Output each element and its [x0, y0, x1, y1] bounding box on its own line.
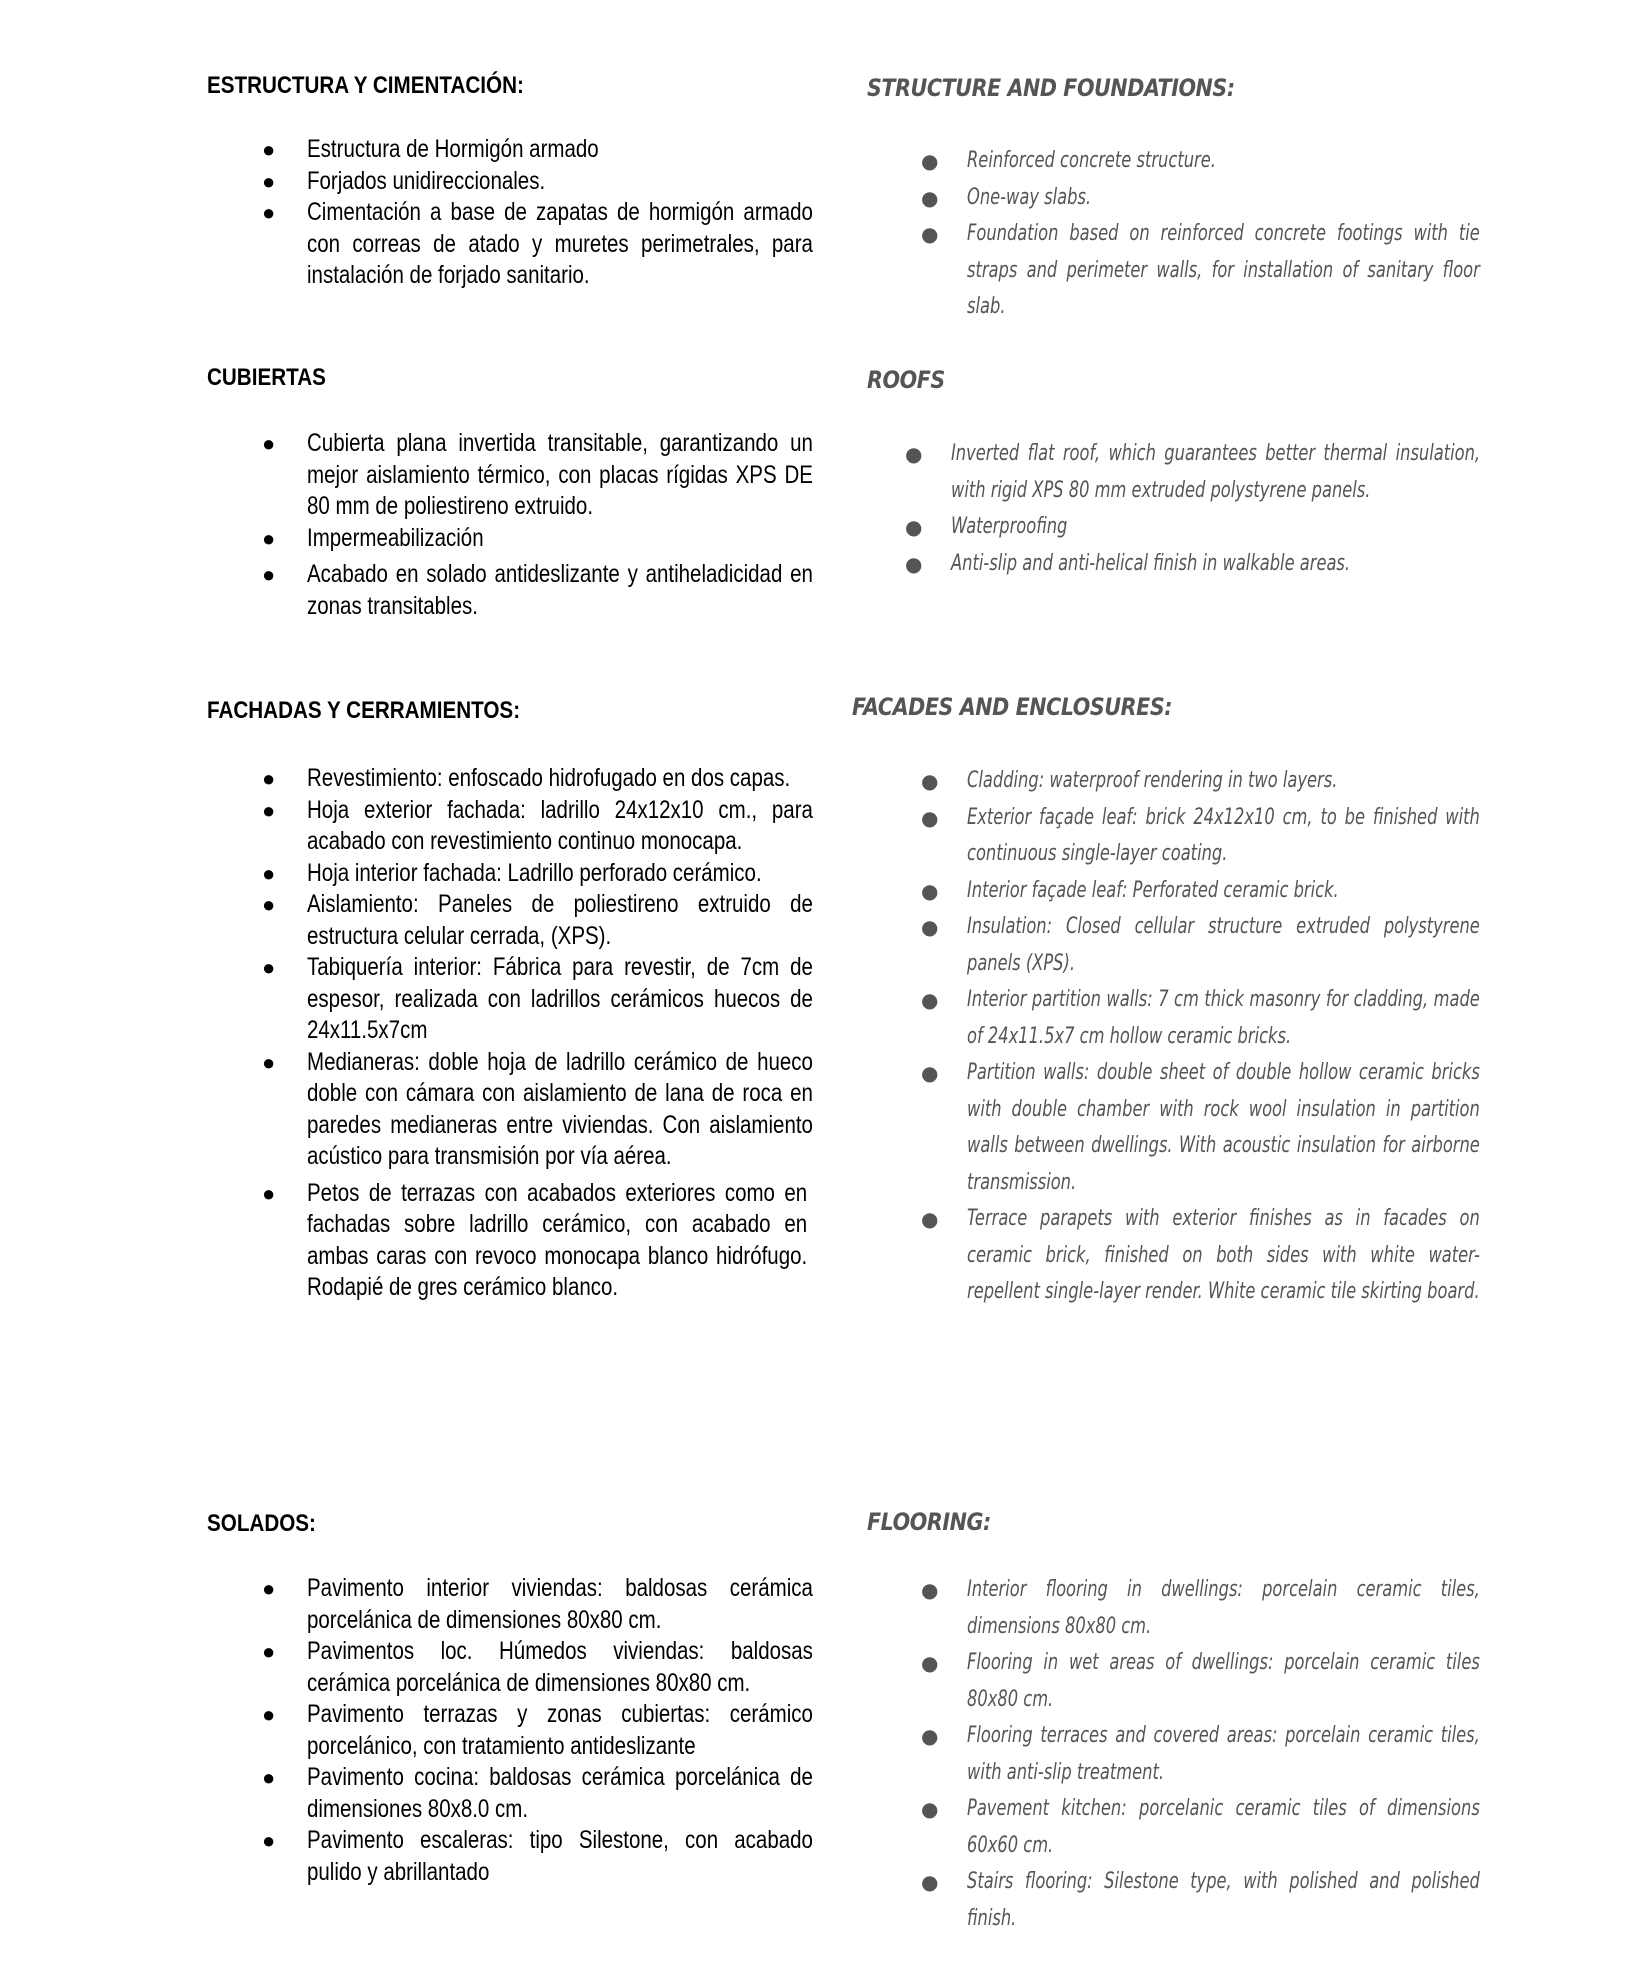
bullet-icon: ● — [262, 137, 276, 162]
list-item: ● Estructura de Hormigón armado — [262, 134, 813, 166]
bullet-icon: ● — [921, 1870, 939, 1894]
bullet-icon: ● — [262, 1828, 276, 1853]
bullet-icon: ● — [262, 1639, 276, 1664]
list-facades — [921, 763, 1480, 1311]
list-item: ● Partition walls: double sheet of double hollow ceramic bricks with double chamber with rock wool insulation in partition walls between dwellings. With acoustic insulation for airborne transmission. — [921, 1055, 1480, 1201]
section-heading-solados: SOLADOS: — [207, 1510, 316, 1537]
list-item: ● Flooring terraces and covered areas: porcelain ceramic tiles, with anti-slip treatment. — [921, 1718, 1480, 1791]
list-item: ● Terrace parapets with exterior finishes as in facades on ceramic brick, finished on both sides with white water-repellent single-layer render. White ceramic tile skirting board. — [921, 1201, 1480, 1311]
bullet-icon: ● — [262, 1180, 276, 1206]
list-item: ● Reinforced concrete structure. — [921, 143, 1480, 180]
bullet-icon: ● — [262, 1576, 276, 1601]
bullet-icon: ● — [921, 1651, 939, 1675]
bullet-icon: ● — [905, 551, 923, 576]
bullet-icon: ● — [921, 805, 939, 830]
section-heading-estructura: ESTRUCTURA Y CIMENTACIÓN: — [207, 72, 524, 99]
list-item: ● Cubierta plana invertida transitable, garantizando un mejor aislamiento térmico, con placas rígidas XPS DE 80 mm de poliestireno extruido. — [262, 429, 813, 520]
list-item: ● Pavimento terrazas y zonas cubiertas: cerámico porcelánico, con tratamiento antideslizante — [262, 1700, 813, 1760]
bullet-icon: ● — [921, 185, 939, 210]
list-item: ● Insulation: Closed cellular structure extruded polystyrene panels (XPS). — [921, 909, 1480, 982]
bullet-icon: ● — [262, 168, 276, 194]
list-item: ● Cimentación a base de zapatas de hormigón armado con correas de atado y muretes perimetrales, para instalación de forjado sanitario. — [262, 198, 813, 289]
list-flooring — [921, 1572, 1480, 1937]
bullet-icon: ● — [921, 878, 939, 903]
list-item: ● Petos de terrazas con acabados exteriores como en fachadas sobre ladrillo cerámico, con acabado en ambas caras con revoco monocapa blanco hidrófugo. Rodapié de gres cerámico blanco. — [262, 1178, 808, 1301]
list-item: ● Pavement kitchen: porcelanic ceramic tiles of dimensions 60x60 cm. — [921, 1791, 1480, 1864]
list-roofs — [905, 436, 1480, 582]
list-item: ● Acabado en solado antideslizante y antiheladicidad en zonas transitables. — [262, 560, 813, 620]
bullet-icon: ● — [262, 860, 276, 886]
bullet-icon: ● — [262, 955, 276, 980]
section-heading-fachadas: FACHADAS Y CERRAMIENTOS: — [207, 697, 521, 724]
list-item: ● Hoja exterior fachada: ladrillo 24x12x10 cm., para acabado con revestimiento continuo monocapa. — [262, 795, 813, 855]
bullet-icon: ● — [921, 222, 939, 246]
list-structure — [921, 143, 1480, 326]
list-item: ● Impermeabilización — [262, 523, 813, 555]
list-item: ● Exterior façade leaf: brick 24x12x10 cm, to be finished with continuous single-layer coating. — [921, 800, 1480, 873]
bullet-icon: ● — [262, 525, 276, 551]
bullet-icon: ● — [905, 442, 923, 466]
bullet-icon: ● — [262, 200, 276, 225]
list-item: ● Inverted flat roof, which guarantees better thermal insulation, with rigid XPS 80 mm extruded polystyrene panels. — [905, 436, 1480, 509]
bullet-icon: ● — [921, 1061, 939, 1085]
bullet-icon: ● — [262, 1702, 276, 1727]
list-item: ● Pavimento interior viviendas: baldosas cerámica porcelánica de dimensiones 80x80 cm. — [262, 1574, 813, 1634]
list-item: ● Foundation based on reinforced concrete footings with tie straps and perimeter walls, for installation of sanitary floor slab. — [921, 216, 1480, 326]
list-item: ● Pavimento escaleras: tipo Silestone, con acabado pulido y abrillantado — [262, 1826, 813, 1886]
bullet-icon: ● — [921, 149, 939, 173]
list-item: ● Stairs flooring: Silestone type, with polished and polished finish. — [921, 1864, 1480, 1937]
section-heading-roofs: ROOFS — [867, 366, 945, 394]
list-estructura — [262, 134, 813, 292]
bullet-icon: ● — [262, 431, 276, 456]
list-item: ● Pavimento cocina: baldosas cerámica porcelánica de dimensiones 80x8.0 cm. — [262, 1763, 813, 1823]
list-item: ● Pavimentos loc. Húmedos viviendas: baldosas cerámica porcelánica de dimensiones 80x80 cm. — [262, 1637, 813, 1697]
bullet-icon: ● — [921, 1724, 939, 1748]
section-heading-flooring: FLOORING: — [867, 1508, 991, 1536]
bullet-icon: ● — [921, 769, 939, 793]
list-item: ● Interior flooring in dwellings: porcelain ceramic tiles, dimensions 80x80 cm. — [921, 1572, 1480, 1645]
list-cubiertas — [262, 428, 813, 622]
list-item: ● Medianeras: doble hoja de ladrillo cerámico de hueco doble con cámara con aislamiento de lana de roca en paredes medianeras entre viviendas. Con aislamiento acústico para transmisión por vía aérea. — [262, 1047, 813, 1170]
list-item: ● Aislamiento: Paneles de poliestireno extruido de estructura celular cerrada, (XPS). — [262, 890, 813, 950]
list-item: ● Hoja interior fachada: Ladrillo perforado cerámico. — [262, 858, 813, 890]
section-heading-structure: STRUCTURE AND FOUNDATIONS: — [867, 74, 1235, 102]
list-item: ● Anti-slip and anti-helical finish in walkable areas. — [905, 546, 1480, 583]
bullet-icon: ● — [262, 562, 276, 587]
bullet-icon: ● — [262, 766, 276, 791]
list-item: ● Waterproofing — [905, 509, 1480, 546]
bullet-icon: ● — [921, 1797, 939, 1821]
section-heading-cubiertas: CUBIERTAS — [207, 364, 326, 391]
bullet-icon: ● — [262, 797, 276, 823]
section-heading-facades: FACADES AND ENCLOSURES: — [852, 693, 1173, 721]
bullet-icon: ● — [262, 1765, 276, 1790]
bullet-icon: ● — [262, 1049, 276, 1075]
bullet-icon: ● — [905, 515, 923, 539]
bullet-icon: ● — [921, 1207, 939, 1231]
bullet-icon: ● — [921, 988, 939, 1012]
list-item: ● One-way slabs. — [921, 180, 1480, 217]
list-item: ● Forjados unidireccionales. — [262, 166, 813, 198]
list-fachadas — [262, 763, 813, 1304]
list-item: ● Flooring in wet areas of dwellings: porcelain ceramic tiles 80x80 cm. — [921, 1645, 1480, 1718]
list-item: ● Cladding: waterproof rendering in two layers. — [921, 763, 1480, 800]
bullet-icon: ● — [262, 892, 276, 917]
list-item: ● Interior partition walls: 7 cm thick masonry for cladding, made of 24x11.5x7 cm hollow ceramic bricks. — [921, 982, 1480, 1055]
bullet-icon: ● — [921, 915, 939, 939]
list-item: ● Revestimiento: enfoscado hidrofugado en dos capas. — [262, 763, 813, 795]
list-item: ● Interior façade leaf: Perforated ceramic brick. — [921, 873, 1480, 910]
list-solados — [262, 1573, 813, 1888]
bullet-icon: ● — [921, 1578, 939, 1602]
list-item: ● Tabiquería interior: Fábrica para revestir, de 7cm de espesor, realizada con ladrillos cerámicos huecos de 24x11.5x7cm — [262, 953, 813, 1044]
